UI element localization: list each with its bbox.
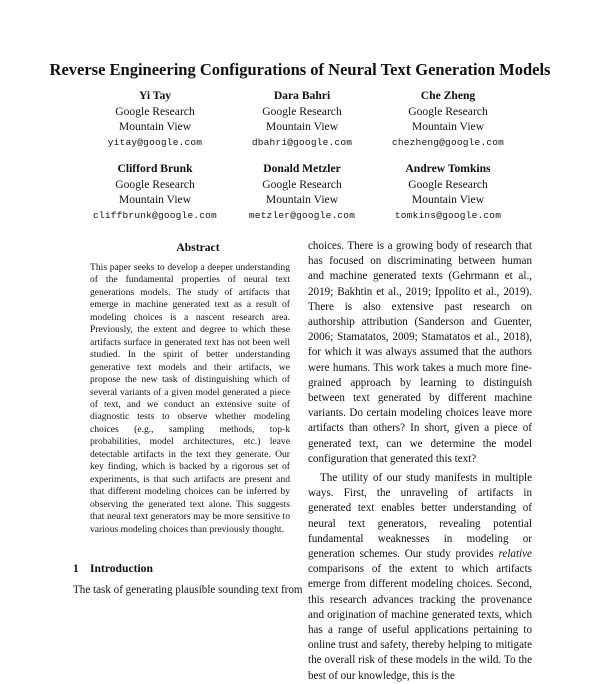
author-email: yitay@google.com xyxy=(107,136,203,148)
author-name: Donald Metzler xyxy=(263,162,341,175)
author-affiliation: Google Research xyxy=(408,177,488,191)
author-email: tomkins@google.com xyxy=(394,209,502,221)
body-paragraph xyxy=(308,471,532,684)
author-affiliation: Google Research xyxy=(115,104,195,118)
section-heading xyxy=(73,562,153,575)
right-column xyxy=(308,239,532,684)
body-text: The utility of our study manifests in multiple ways. First, the unraveling of artifacts in generated text enables better understanding of neural text generators, revealing potential fundamental weaknesses in modeling or generation schemes. Our study provides xyxy=(308,472,532,561)
abstract-heading: Abstract xyxy=(176,241,220,254)
abstract-text: This paper seeks to develop a deeper understanding of the fundamental properties of neural text generations models. The study of artifacts that emerge in machine generated text as a result of modeling choices is a nascent research area. Previously, the extent and degree to which these artifacts surface in generated text has not been well studied. In the spirit of better understanding generative text models and their artifacts, we propose the new task of distinguishing which of several variants of a given model generated a piece of text, and we conduct an extensive suite of diagnostic tests to observe whether modeling choices (e.g., sampling methods, top-k probabilities, model architectures, etc.) leave detectable artifacts in the text they generate. Our key finding, which is backed by a rigorous set of experiments, is that such artifacts are present and that different modeling choices can be inferred by observing the generated text alone. This suggests that neural text generators may be more sensitive to various modeling choices than previously thought. xyxy=(90,262,290,535)
author-affiliation: Google Research xyxy=(262,177,342,191)
author-location: Mountain View xyxy=(265,120,339,133)
emphasized-word: relative xyxy=(498,548,532,561)
author-location: Mountain View xyxy=(265,193,339,206)
intro-first-line: The task of generating plausible sounding text from xyxy=(73,584,303,596)
author-name: Che Zheng xyxy=(420,89,476,102)
author-affiliation: Google Research xyxy=(262,104,342,118)
author-location: Mountain View xyxy=(411,193,485,206)
body-paragraph: choices. There is a growing body of research that has focused on discriminating between human and machine generated texts (Gehrmann et al., 2019; Bakhtin et al., 2019; Ippolito et al., 2019). There is also extensive past research on authorship attribution (Sanderson and Guenter, 2006; Stamatatos, 2009; Stamatatos et al., 2018), for which it was always assumed that the authors were humans. This work takes a much more fine-grained approach by learning to distinguish between text generated by different machine variants. Do certain modeling choices leave more artifacts than others? In short, given a piece of generated text, can we determine the model configuration that generated this text? xyxy=(308,240,532,465)
author-affiliation: Google Research xyxy=(408,104,488,118)
author-name: Andrew Tomkins xyxy=(405,162,491,175)
author-email: metzler@google.com xyxy=(248,209,356,221)
author-email: chezheng@google.com xyxy=(391,136,505,148)
author-block xyxy=(358,88,538,150)
paper-title: Reverse Engineering Configurations of Neural Text Generation Models xyxy=(49,60,551,79)
section-title: Introduction xyxy=(90,562,153,575)
author-location: Mountain View xyxy=(118,120,192,133)
author-name: Dara Bahri xyxy=(273,89,331,102)
author-name: Yi Tay xyxy=(138,89,172,102)
author-email: cliffbrunk@google.com xyxy=(93,209,217,221)
section-number: 1 xyxy=(73,562,79,575)
author-block xyxy=(358,161,538,223)
author-name: Clifford Brunk xyxy=(117,162,193,175)
author-location: Mountain View xyxy=(118,193,192,206)
body-text: comparisons of the extent to which artifacts emerge from different modeling choices. Second, this research advances tracking the provenance and origination of machine generated texts, which has a range of useful applications pertaining to online trust and safety, thereby helping to mitigate the overall risk of these models in the wild. To the best of our knowledge, this is the xyxy=(308,563,532,682)
author-affiliation: Google Research xyxy=(115,177,195,191)
author-email: dbahri@google.com xyxy=(251,136,353,148)
author-location: Mountain View xyxy=(411,120,485,133)
